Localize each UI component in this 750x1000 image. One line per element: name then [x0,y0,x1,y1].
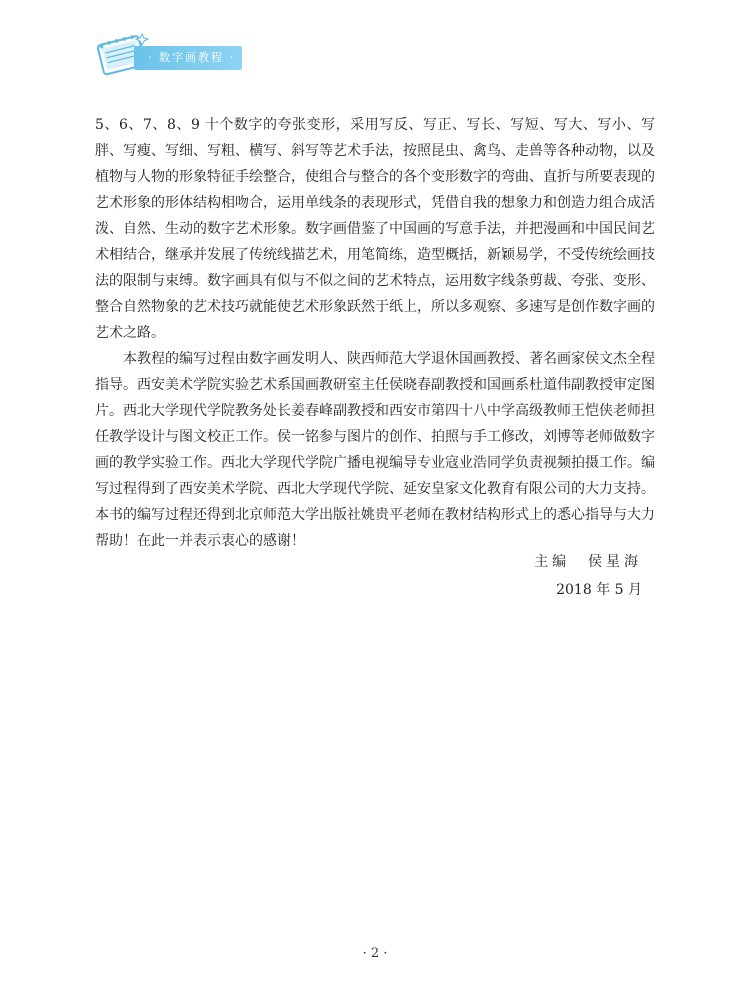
author-role: 主编 [534,554,571,570]
paragraph-1: 5、6、7、8、9 十个数字的夸张变形，采用写反、写正、写长、写短、写大、写小、写胖、写瘦、写细、写粗、横写、斜写等艺术手法，按照昆虫、禽鸟、走兽等各种动物，以及植物与人物的形象特征手绘整合，使组合与整合的各个变形数字的弯曲、直折与所要表现的艺术形象的形体结构相吻合，运用单线条的表现形式，凭借自我的想象力和创造力组合成活泼、自然、生动的数字艺术形象。数字画借鉴了中国画的写意手法，并把漫画和中国民间艺术相结合，继承并发展了传统线描艺术，用笔简练，造型概括，新颖易学，不受传统绘画技法的限制与束缚。数字画具有似与不似之间的艺术特点，运用数字线条剪裁、夸张、变形、整合自然物象的艺术技巧就能使艺术形象跃然于纸上，所以多观察、多速写是创作数字画的艺术之路。 [95,117,655,341]
page-header [90,30,250,78]
author-line [534,548,642,576]
author-name: 侯星海 [588,554,642,570]
sign-date: 2018 年 5 月 [556,582,642,598]
signature-block [534,548,642,604]
header-title: · 数字画教程 · [148,51,235,64]
paragraph-2: 本教程的编写过程由数字画发明人、陕西师范大学退休国画教授、著名画家侯文杰全程指导。西安美术学院实验艺术系国画教研室主任侯晓春副教授和国画系杜道伟副教授审定图片。西北大学现代学院教务处长姜春峰副教授和西安市第四十八中学高级教师王恺侠老师担任教学设计与图文校正工作。侯一铭参与图片的创作、拍照与手工修改，刘博等老师做数字画的教学实验工作。西北大学现代学院广播电视编导专业寇业浩同学负责视频拍摄工作。编写过程得到了西安美术学院、西北大学现代学院、延安皇家文化教育有限公司的大力支持。本书的编写过程还得到北京师范大学出版社姚贵平老师在教材结构形式上的悉心指导与大力帮助！在此一并表示衷心的感谢！ [95,351,655,549]
page-number: · 2 · [362,946,388,961]
body-text [95,112,655,554]
